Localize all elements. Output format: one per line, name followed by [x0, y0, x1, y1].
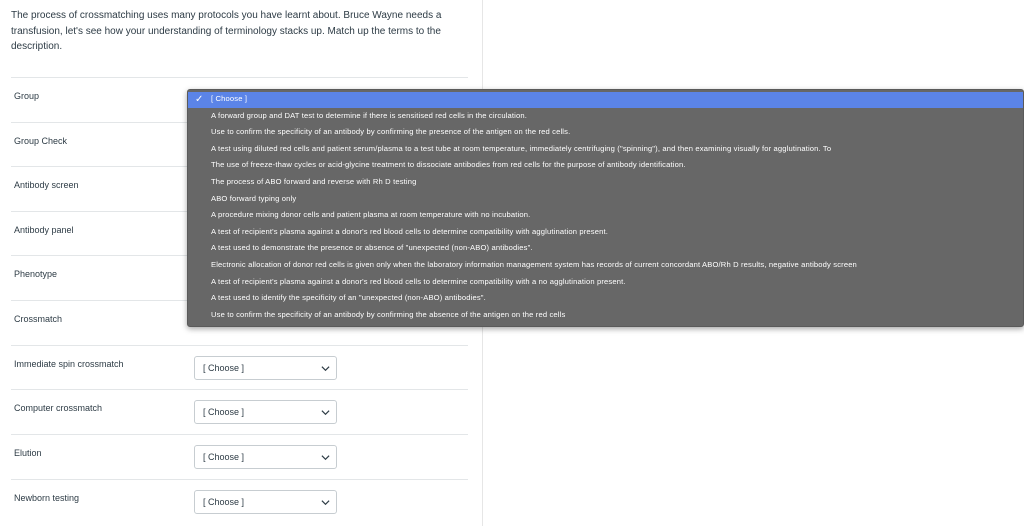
dropdown-option[interactable] [188, 158, 1024, 174]
dropdown-option[interactable] [188, 291, 1024, 307]
dropdown-option[interactable] [188, 175, 1024, 191]
dropdown-option[interactable] [188, 241, 1024, 257]
option-text: [ Choose ] [211, 94, 248, 103]
option-text: Use to confirm the specificity of an antibody by confirming the absence of the antigen on the red cells [211, 309, 566, 319]
match-row-newborn-testing [11, 479, 468, 524]
match-row-computer-crossmatch [11, 389, 468, 434]
dropdown-option-choose[interactable] [188, 92, 1024, 108]
match-select[interactable] [194, 356, 337, 380]
match-select[interactable] [194, 400, 337, 424]
option-text: A forward group and DAT test to determine if there is sensitised red cells in the circulation. [211, 110, 528, 120]
match-row-immediate-spin-crossmatch [11, 345, 468, 390]
dropdown-option[interactable] [188, 258, 1024, 274]
row-label: Computer crossmatch [14, 403, 103, 413]
option-text: ABO forward typing only [211, 193, 297, 203]
row-label: Antibody screen [14, 180, 79, 190]
match-select[interactable] [194, 490, 337, 514]
dropdown-option[interactable] [188, 225, 1024, 241]
chevron-down-icon [321, 408, 330, 417]
option-text: Electronic allocation of donor red cells is given only when the laboratory information management system has records of current concordant ABO/Rh D results, negative antibody screen [211, 260, 857, 269]
option-text: The use of freeze-thaw cycles or acid-glycine treatment to dissociate antibodies from red cells for the purpose of antibody identification. [211, 160, 686, 170]
match-select[interactable] [194, 445, 337, 469]
select-value: [ Choose ] [203, 497, 245, 507]
row-label: Antibody panel [14, 225, 74, 235]
option-text: A test of recipient's plasma against a donor's red blood cells to determine compatibility with a no agglutination present. [211, 276, 626, 286]
select-value: [ Choose ] [203, 407, 245, 417]
chevron-down-icon [321, 453, 330, 462]
option-text: Use to confirm the specificity of an antibody by confirming the presence of the antigen on the red cells. [211, 127, 571, 137]
checkmark-icon: ✓ [195, 94, 204, 105]
option-text: A test used to identify the specificity of an "unexpected (non-ABO) antibodies". [211, 293, 486, 303]
dropdown-option[interactable] [188, 275, 1024, 291]
row-label: Group [14, 91, 40, 101]
option-text: A test used to demonstrate the presence or absence of "unexpected (non-ABO) antibodies". [211, 243, 533, 253]
row-label: Newborn testing [14, 493, 80, 503]
chevron-down-icon [321, 364, 330, 373]
option-text: A test using diluted red cells and patient serum/plasma to a test tube at room temperature, immediately centrifuging ("spinning"), and then examining visually for agglutination. To [211, 143, 832, 153]
option-text: A test of recipient's plasma against a donor's red blood cells to determine compatibility with agglutination present. [211, 226, 608, 236]
row-label: Elution [14, 448, 42, 458]
dropdown-option[interactable] [188, 142, 1024, 158]
dropdown-option[interactable] [188, 192, 1024, 208]
row-label: Group Check [14, 136, 68, 146]
dropdown-option[interactable] [188, 125, 1024, 141]
option-text: A procedure mixing donor cells and patient plasma at room temperature with no incubation. [211, 210, 531, 220]
dropdown-option[interactable] [188, 208, 1024, 224]
dropdown-option[interactable] [188, 109, 1024, 125]
select-value: [ Choose ] [203, 452, 245, 462]
option-text: The process of ABO forward and reverse with Rh D testing [211, 177, 417, 186]
question-text: The process of crossmatching uses many protocols you have learnt about. Bruce Wayne needs a transfusion, let's see how your understanding of terminology stacks up. Match up the terms to the description. [11, 10, 442, 52]
row-label: Phenotype [14, 269, 58, 279]
chevron-down-icon [321, 498, 330, 507]
dropdown-option[interactable] [188, 308, 1024, 324]
select-value: [ Choose ] [203, 363, 245, 373]
row-label: Immediate spin crossmatch [14, 359, 124, 369]
row-label: Crossmatch [14, 314, 63, 324]
dropdown-options-list[interactable] [187, 89, 1024, 327]
match-row-elution [11, 434, 468, 479]
